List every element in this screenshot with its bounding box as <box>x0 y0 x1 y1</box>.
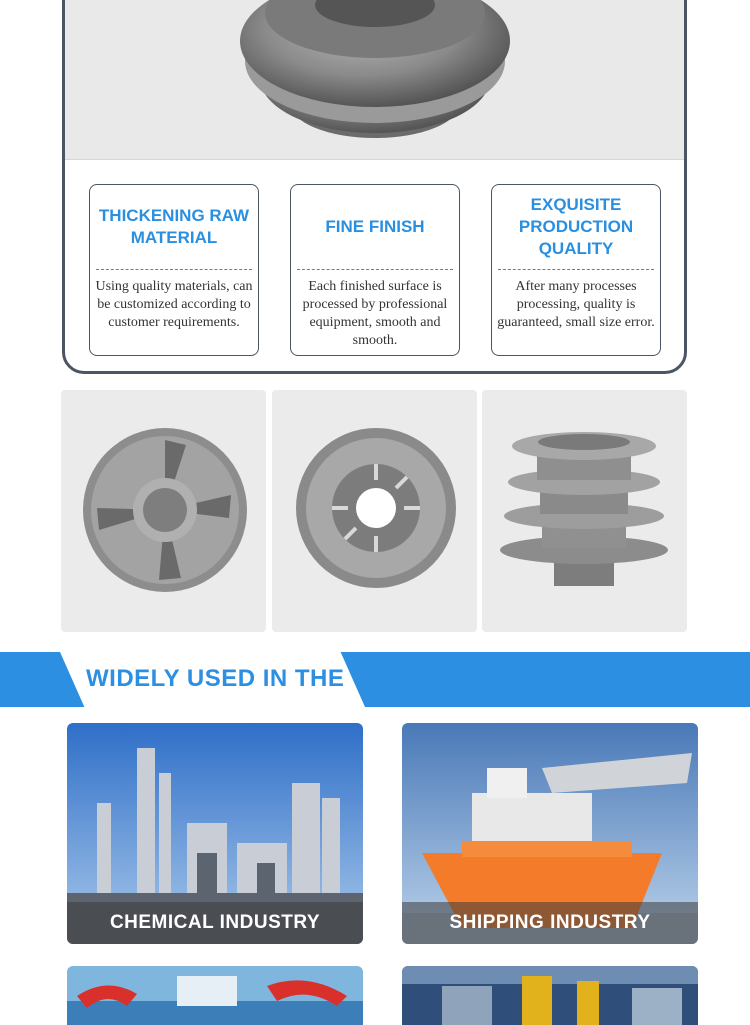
industry-card-chemical <box>67 723 363 944</box>
banner-title: WIDELY USED IN THE <box>86 665 345 692</box>
feature-card-finish <box>290 184 460 356</box>
pulley-front-image <box>61 390 266 632</box>
product-tile-back <box>272 390 477 632</box>
robot-arm-image <box>67 966 363 1025</box>
feature-card-thickening <box>89 184 259 356</box>
hero-pulley-image <box>65 0 684 160</box>
industry-card-shipping <box>402 723 698 944</box>
feature-title: THICKENING RAW MATERIAL <box>98 206 250 247</box>
industry-label: CHEMICAL INDUSTRY <box>67 902 363 944</box>
feature-divider <box>297 269 453 270</box>
pulley-side-image <box>482 390 687 632</box>
product-frame <box>62 0 687 374</box>
product-tile-side <box>482 390 687 632</box>
feature-description: Using quality materials, can be customized according to customer requirements. <box>95 279 253 330</box>
industry-card-machinery <box>402 966 698 1025</box>
industry-card-robotics <box>67 966 363 1025</box>
feature-divider <box>96 269 252 270</box>
product-tile-front <box>61 390 266 632</box>
pulley-illustration <box>215 0 545 160</box>
feature-card-quality <box>491 184 661 356</box>
industry-label: SHIPPING INDUSTRY <box>402 902 698 944</box>
feature-description: After many processes processing, quality is guaranteed, small size error. <box>497 279 655 330</box>
section-banner <box>0 652 750 707</box>
feature-description: Each finished surface is processed by professional equipment, smooth and smooth. <box>302 279 448 348</box>
machinery-image <box>402 966 698 1025</box>
feature-title: FINE FINISH <box>325 217 425 236</box>
feature-title: EXQUISITE PRODUCTION QUALITY <box>518 195 634 258</box>
feature-divider <box>498 269 654 270</box>
pulley-back-image <box>272 390 477 632</box>
